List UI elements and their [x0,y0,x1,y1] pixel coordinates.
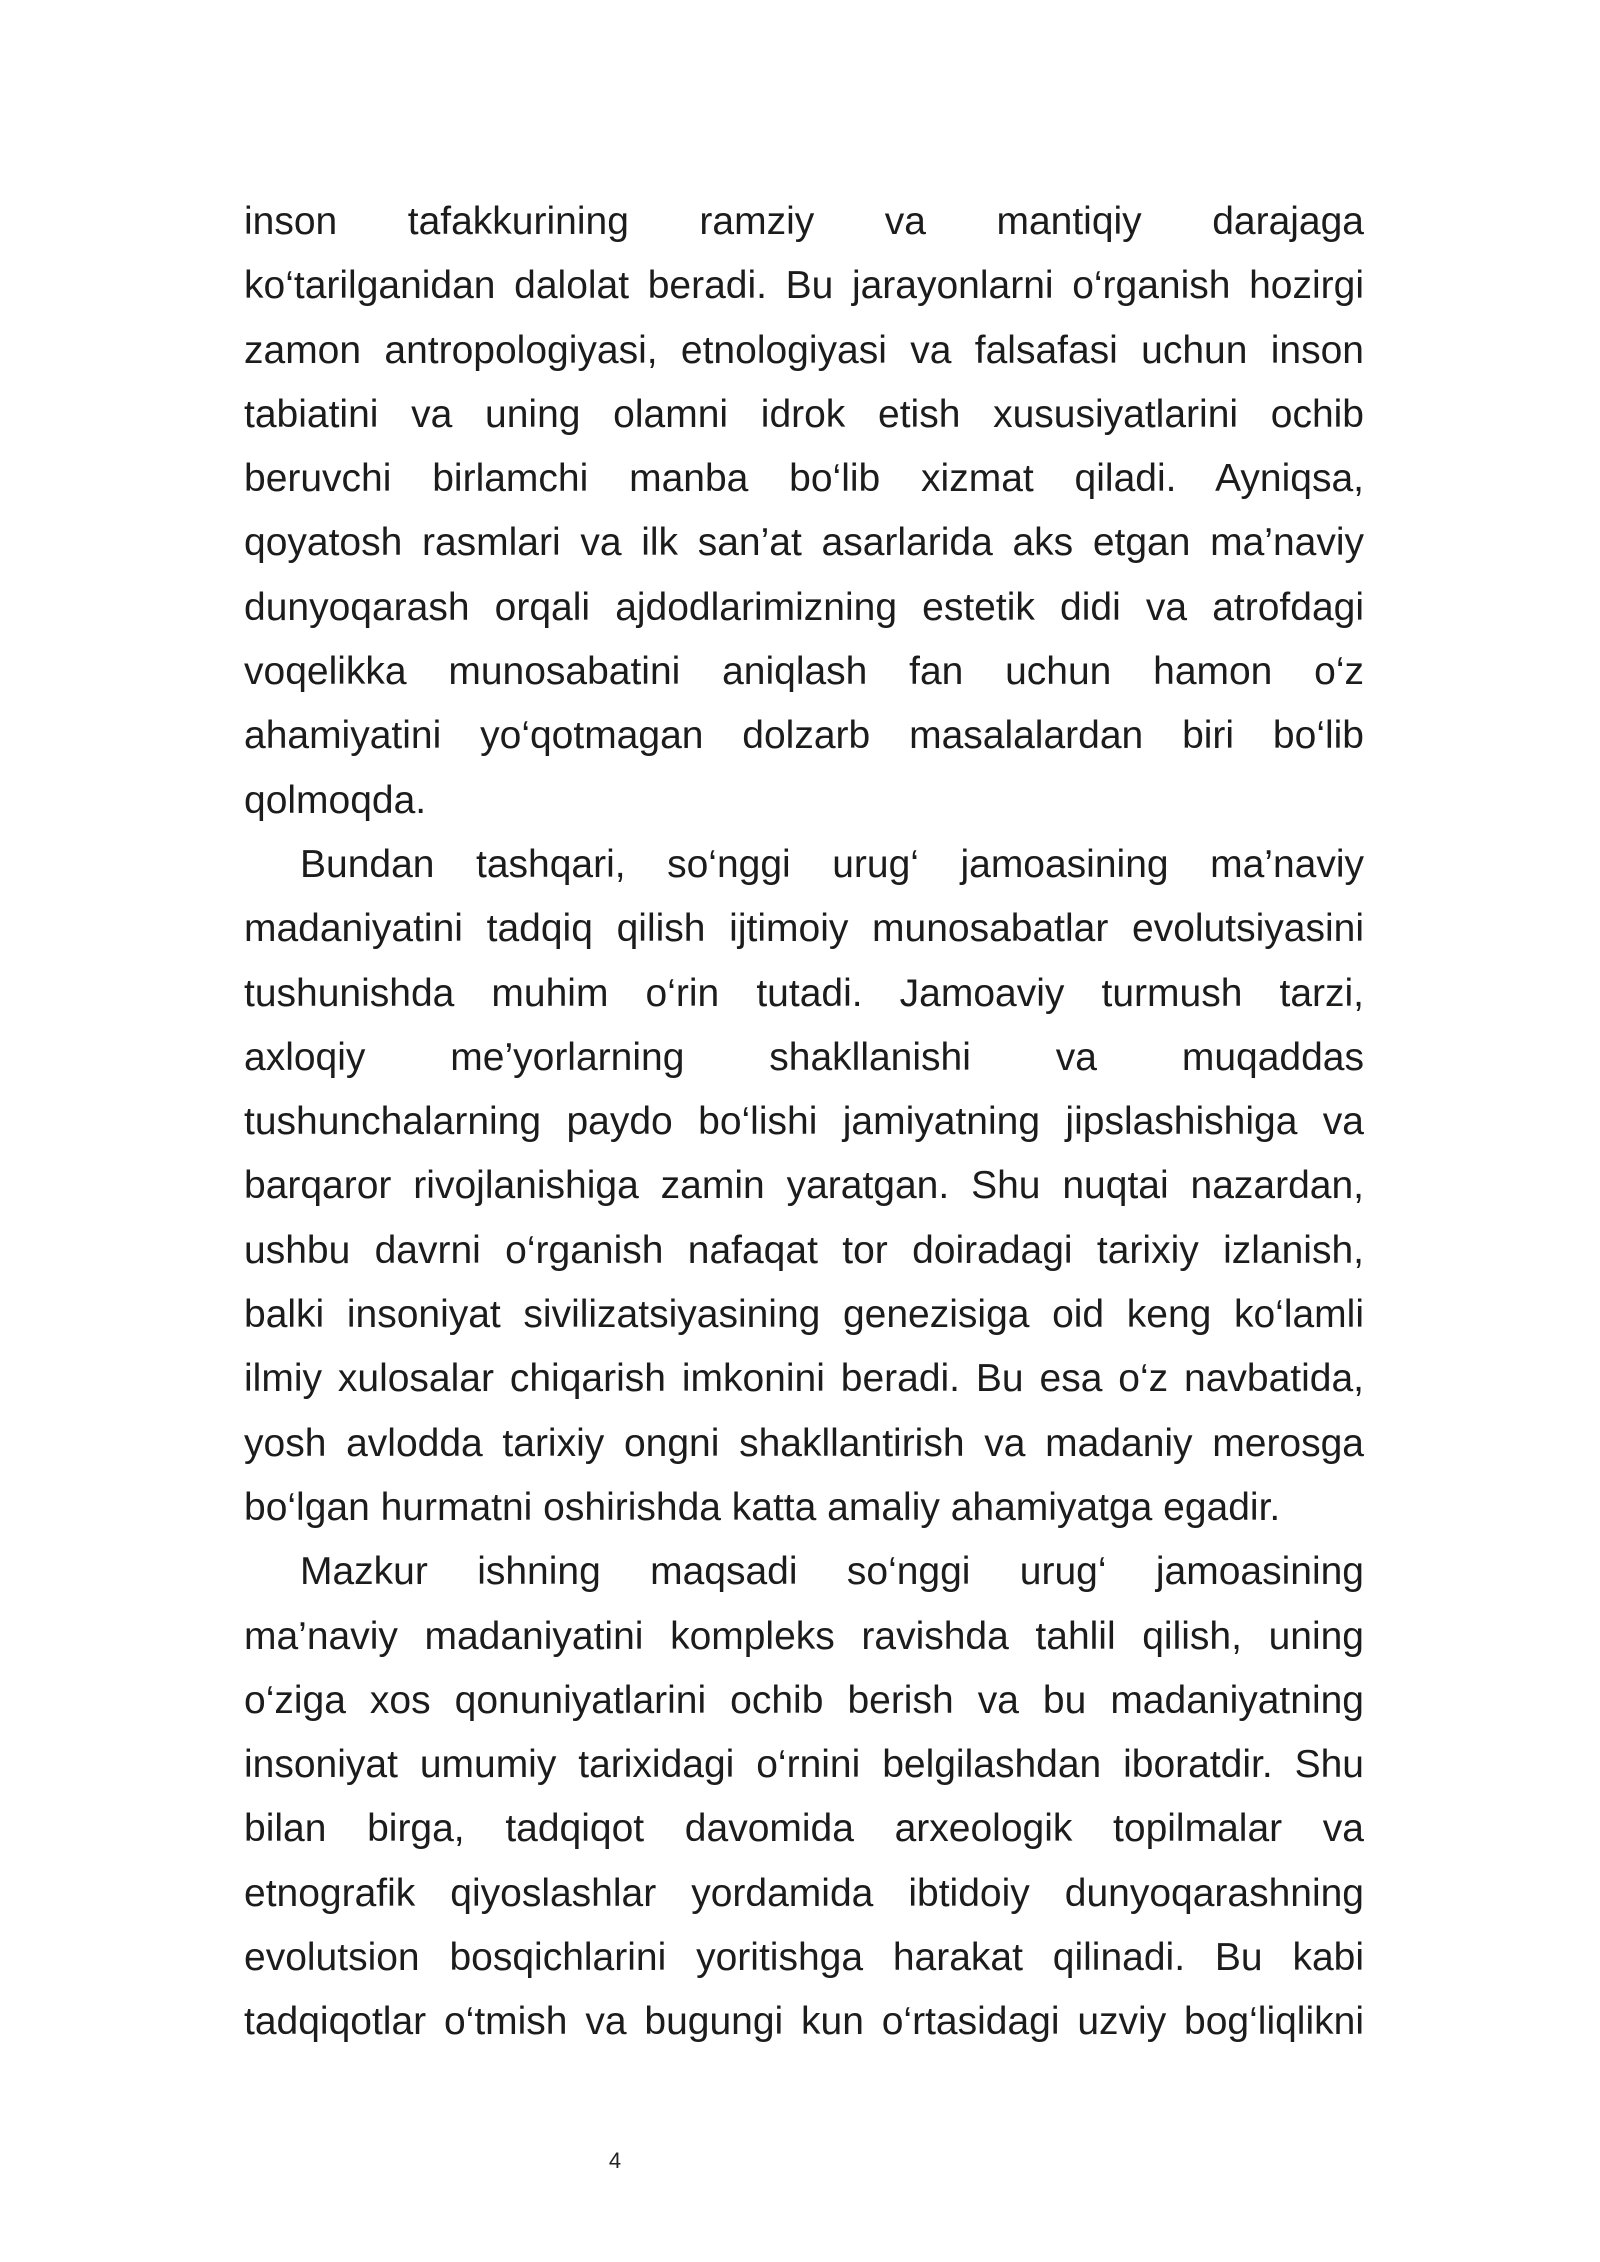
text-line: bo‘lgan hurmatni oshirishda katta amaliy ahamiyatga egadir. [244,1485,1281,1529]
text-line: ushbu davrni o‘rganish nafaqat tor doiradagi tarixiy izlanish, [244,1228,1364,1272]
text-line: balki insoniyat sivilizatsiyasining genezisiga oid keng ko‘lamli [244,1293,1364,1337]
text-line: barqaror rivojlanishiga zamin yaratgan. Shu nuqtai nazardan, [244,1164,1364,1208]
text-line: qoyatosh rasmlari va ilk san’at asarlarida aks etgan ma’naviy [244,521,1364,565]
text-line: tadqiqotlar o‘tmish va bugungi kun o‘rtasidagi uzviy bog‘liqlikni [244,2000,1364,2044]
text-line: Mazkur ishning maqsadi so‘nggi urug‘ jamoasining [300,1550,1364,1594]
text-line: etnografik qiyoslashlar yordamida ibtidoiy dunyoqarashning [244,1871,1364,1915]
text-line: yosh avlodda tarixiy ongni shakllantirish va madaniy merosga [244,1421,1364,1465]
text-line: voqelikka munosabatini aniqlash fan uchun hamon o‘z [244,650,1364,694]
text-line: Bundan tashqari, so‘nggi urug‘ jamoasining ma’naviy [300,842,1364,886]
text-line: beruvchi birlamchi manba bo‘lib xizmat qiladi. Ayniqsa, [244,457,1364,501]
paragraph-3 [244,1540,1364,2054]
text-line: madaniyatini tadqiq qilish ijtimoiy munosabatlar evolutsiyasini [244,907,1364,951]
text-line: ahamiyatini yo‘qotmagan dolzarb masalalardan biri bo‘lib [244,714,1364,758]
text-line: tabiatini va uning olamni idrok etish xususiyatlarini ochib [244,392,1364,436]
text-line: bilan birga, tadqiqot davomida arxeologik topilmalar va [244,1807,1364,1851]
text-line: evolutsion bosqichlarini yoritishga harakat qilinadi. Bu kabi [244,1936,1364,1980]
text-line: qolmoqda. [244,778,427,822]
text-line: ma’naviy madaniyatini kompleks ravishda tahlil qilish, uning [244,1614,1364,1658]
text-line: ilmiy xulosalar chiqarish imkonini beradi. Bu esa o‘z navbatida, [244,1357,1364,1401]
paragraph-2 [244,833,1364,1540]
text-line: o‘ziga xos qonuniyatlarini ochib berish va bu madaniyatning [244,1678,1364,1722]
text-line: axloqiy me’yorlarning shakllanishi va muqaddas [244,1035,1364,1079]
page-number: 4 [608,2148,622,2173]
text-line: insoniyat umumiy tarixidagi o‘rnini belgilashdan iboratdir. Shu [244,1743,1364,1787]
paragraph-1 [244,190,1364,833]
document-body [244,190,1364,2055]
text-line: inson tafakkurining ramziy va mantiqiy darajaga [244,200,1364,243]
text-line: ko‘tarilganidan dalolat beradi. Bu jarayonlarni o‘rganish hozirgi [244,264,1364,308]
text-line: zamon antropologiyasi, etnologiyasi va falsafasi uchun inson [244,328,1364,372]
text-line: tushunishda muhim o‘rin tutadi. Jamoaviy turmush tarzi, [244,971,1364,1015]
text-line: tushunchalarning paydo bo‘lishi jamiyatning jipslashishiga va [244,1100,1364,1144]
text-line: dunyoqarash orqali ajdodlarimizning estetik didi va atrofdagi [244,585,1364,629]
